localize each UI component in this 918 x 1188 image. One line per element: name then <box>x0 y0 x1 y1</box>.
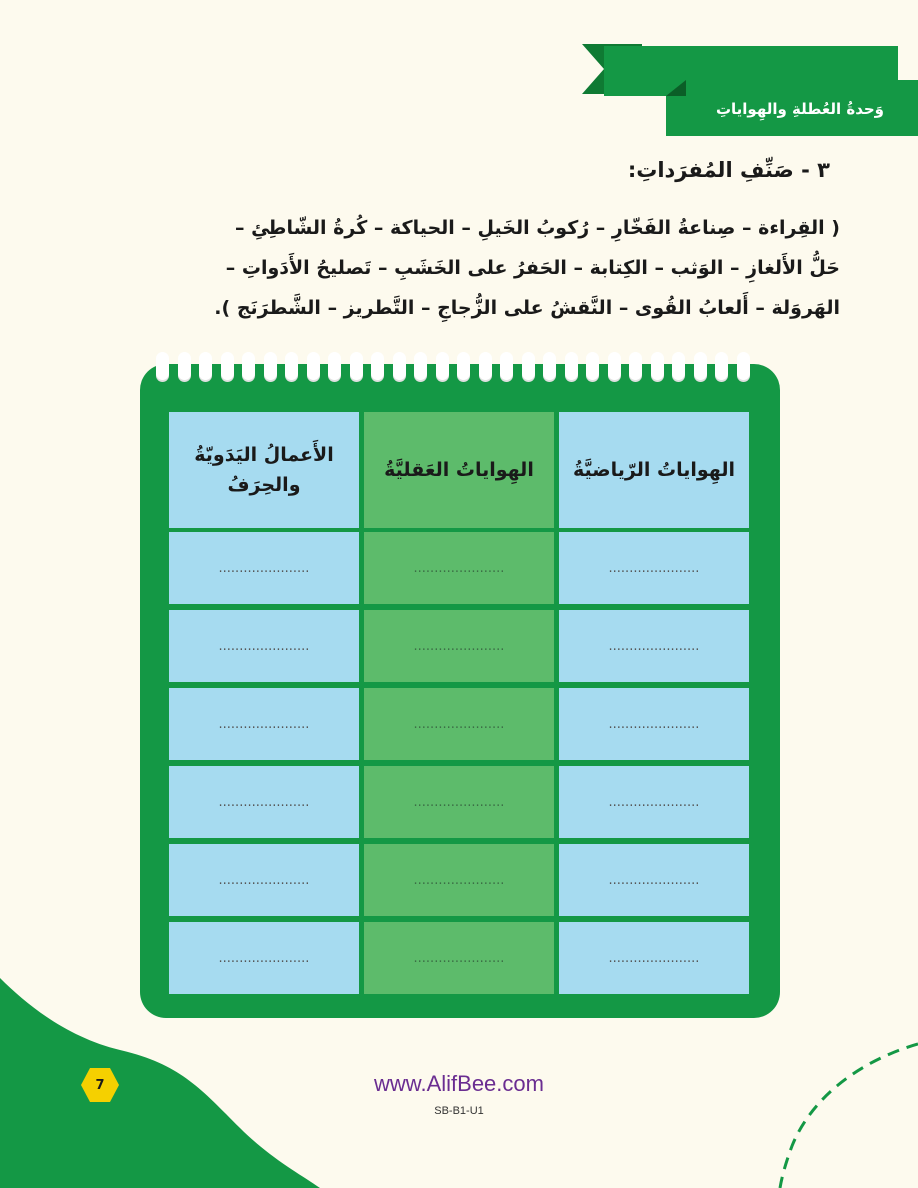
answer-cell[interactable] <box>364 844 554 916</box>
answer-cell[interactable] <box>364 688 554 760</box>
spiral-hole <box>479 352 492 382</box>
spiral-hole <box>328 352 341 382</box>
spiral-hole <box>264 352 277 382</box>
decorative-dashed-path <box>742 1036 918 1188</box>
column-header: الأَعمالُ اليَدَويّةُ والحِرَفُ <box>194 444 334 496</box>
answer-cell[interactable] <box>559 844 749 916</box>
answer-blank: ...................... <box>608 716 700 732</box>
answer-blank: ...................... <box>413 716 505 732</box>
spiral-hole <box>178 352 191 382</box>
word-list-line: الهَروَلة – أَلعابُ القُوى – النَّقشُ على الزُّجاجِ – التَّطريز – الشَّطرَنَج ). <box>214 297 840 319</box>
answer-blank: ...................... <box>413 794 505 810</box>
answer-cell[interactable] <box>169 844 359 916</box>
answer-blank: ...................... <box>413 560 505 576</box>
spiral-hole <box>457 352 470 382</box>
answer-blank: ...................... <box>218 716 310 732</box>
column-header: الهِواياتُ العَقليَّةُ <box>384 459 534 481</box>
book-code: SB-B1-U1 <box>434 1105 484 1117</box>
answer-cell[interactable] <box>364 922 554 994</box>
spiral-hole <box>586 352 599 382</box>
table-header-cell <box>169 412 359 528</box>
decorative-blob <box>0 978 320 1188</box>
answer-cell[interactable] <box>559 610 749 682</box>
word-list <box>180 208 840 328</box>
spiral-hole <box>737 352 750 382</box>
column-header: الهِواياتُ الرّياضيَّةُ <box>573 459 735 481</box>
answer-blank: ...................... <box>608 794 700 810</box>
website-link[interactable]: www.AlifBee.com <box>374 1071 544 1096</box>
spiral-hole <box>436 352 449 382</box>
answer-blank: ...................... <box>218 560 310 576</box>
answer-cell[interactable] <box>559 922 749 994</box>
spiral-hole <box>608 352 621 382</box>
word-list-line: حَلُّ الأَلغازِ – الوَثب – الكِتابة – الحَفرُ على الخَشَبِ – تَصليحُ الأَدَواتِ – <box>225 257 840 279</box>
answer-blank: ...................... <box>218 638 310 654</box>
spiral-hole <box>221 352 234 382</box>
spiral-hole <box>543 352 556 382</box>
answer-cell[interactable] <box>559 532 749 604</box>
spiral-hole <box>307 352 320 382</box>
answer-blank: ...................... <box>413 950 505 966</box>
answer-cell[interactable] <box>559 766 749 838</box>
spiral-hole <box>350 352 363 382</box>
spiral-hole <box>522 352 535 382</box>
exercise-title: ٣ - صَنِّفِ المُفرَداتِ: <box>627 158 830 182</box>
answer-blank: ...................... <box>413 872 505 888</box>
answer-cell[interactable] <box>559 688 749 760</box>
spiral-hole <box>629 352 642 382</box>
page-number: 7 <box>95 1077 105 1093</box>
spiral-hole <box>651 352 664 382</box>
spiral-hole <box>393 352 406 382</box>
spiral-hole <box>199 352 212 382</box>
table-header-cell <box>559 412 749 528</box>
answer-blank: ...................... <box>608 872 700 888</box>
answer-cell[interactable] <box>169 766 359 838</box>
answer-blank: ...................... <box>413 638 505 654</box>
spiral-hole <box>242 352 255 382</box>
table-header-cell <box>364 412 554 528</box>
spiral-hole <box>285 352 298 382</box>
spiral-hole <box>414 352 427 382</box>
answer-blank: ...................... <box>218 872 310 888</box>
spiral-hole <box>672 352 685 382</box>
spiral-hole <box>371 352 384 382</box>
spiral-hole <box>156 352 169 382</box>
spiral-hole <box>500 352 513 382</box>
spiral-hole <box>565 352 578 382</box>
answer-blank: ...................... <box>218 794 310 810</box>
answer-blank: ...................... <box>218 950 310 966</box>
spiral-hole <box>694 352 707 382</box>
word-list-line: ( القِراءة – صِناعةُ الفَخّارِ – رُكوبُ الخَيلِ – الحياكة – كُرةُ الشّاطِئِ – <box>235 217 840 239</box>
answer-blank: ...................... <box>608 950 700 966</box>
spiral-hole <box>715 352 728 382</box>
answer-cell[interactable] <box>364 532 554 604</box>
answer-cell[interactable] <box>169 610 359 682</box>
ribbon-banner <box>582 40 918 136</box>
notebook-table <box>140 364 780 1018</box>
answer-cell[interactable] <box>364 766 554 838</box>
answer-blank: ...................... <box>608 638 700 654</box>
answer-cell[interactable] <box>169 532 359 604</box>
answer-cell[interactable] <box>169 688 359 760</box>
answer-cell[interactable] <box>364 610 554 682</box>
answer-blank: ...................... <box>608 560 700 576</box>
unit-title: وَحدةُ العُطلةِ والهِواياتِ <box>715 100 884 118</box>
